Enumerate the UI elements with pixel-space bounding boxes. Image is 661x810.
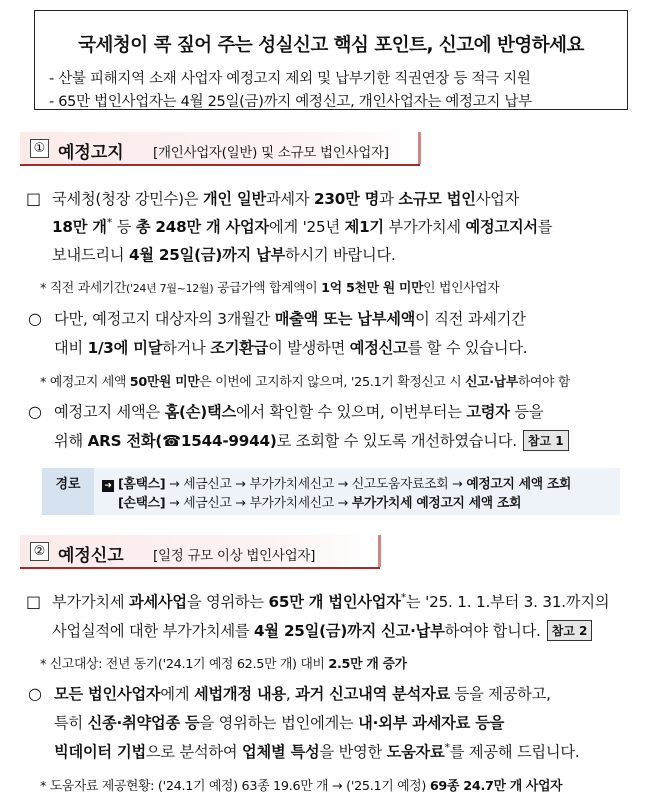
section-subtitle: [개인사업자(일반) 및 소규모 법인사업자] <box>153 145 389 161</box>
paragraph-line: 위해 ARS 전화(☎1544-9944)로 조회할 수 있도록 개선하였습니다. 참고 1 <box>54 430 569 451</box>
footnote: * 도움자료 제공현황: ('24.1기 예정) 63종 19.6만 개 → ('25.1기 예정) 69종 24.7만 개 사업자 <box>40 779 563 794</box>
footnote: * 예정고지 세액 50만원 미만은 이번에 고지하지 않으며, '25.1기 확정신고 시 신고·납부하여야 함 <box>40 375 570 390</box>
square-bullet-icon: □ <box>26 189 42 208</box>
paragraph-line: 사업실적에 대한 부가가치세를 4월 25일(금)까지 신고·납부하여야 합니다. 참고 2 <box>52 620 592 641</box>
circle-bullet-icon: ○ <box>28 402 42 421</box>
paragraph-line: 모든 법인사업자에게 세법개정 내용, 과거 신고내역 분석자료 등을 제공하고, <box>54 685 551 703</box>
path-line-hometax: ➜ [홈택스] → 세금신고 → 부가가치세신고 → 신고도움자료조회 → 예정고지 세액 조회 <box>102 473 571 492</box>
headline-bullet: - 65만 법인사업자는 4월 25일(금)까지 예정신고, 개인사업자는 예정고지 납부 <box>49 94 532 110</box>
paragraph-line: 18만 개* 등 총 248만 개 사업자에게 '25년 제1기 부가가치세 예정고지서를 <box>52 216 553 237</box>
section-number: ② <box>30 542 49 561</box>
circle-bullet-icon: ○ <box>28 684 42 703</box>
circle-bullet-icon: ○ <box>28 309 42 328</box>
paragraph-line: 빅데이터 기법으로 분석하여 업체별 특성을 반영한 도움자료*를 제공해 드립니다. <box>54 741 580 762</box>
arrow-right-box-icon: ➜ <box>102 480 114 492</box>
section-header-prepaid-notice <box>20 132 420 166</box>
section-title: 예정고지 <box>58 143 124 163</box>
paragraph-line: 부가가치세 과세사업을 영위하는 65만 개 법인사업자*는 '25. 1. 1.부터 3. 31.까지의 <box>52 591 610 612</box>
headline-box <box>34 10 628 110</box>
footnote: * 신고대상: 전년 동기('24.1기 예정 62.5만 개) 대비 2.5만 개 증가 <box>40 657 407 672</box>
footnote: * 직전 과세기간('24년 7월~12월) 공급가액 합계액이 1억 5천만 원 미만인 법인사업자 <box>40 281 500 296</box>
headline-title: 국세청이 콕 짚어 주는 성실신고 핵심 포인트, 신고에 반영하세요 <box>78 35 584 56</box>
paragraph-line: 특히 신종·취약업종 등을 영위하는 법인에게는 내·외부 과세자료 등을 <box>54 714 505 732</box>
paragraph-line: 국세청(청장 강민수)은 개인 일반과세자 230만 명과 소규모 법인사업자 <box>52 190 520 208</box>
section-subtitle: [일정 규모 이상 법인사업자] <box>153 548 316 564</box>
paragraph-line: 다만, 예정고지 대상자의 3개월간 매출액 또는 납부세액이 직전 과세기간 <box>54 310 526 328</box>
reference-badge: 참고 2 <box>547 620 593 641</box>
reference-badge: 참고 1 <box>523 430 569 451</box>
paragraph-line: 대비 1/3에 미달하거나 조기환급이 발생하면 예정신고를 할 수 있습니다. <box>54 339 528 357</box>
section-title: 예정신고 <box>58 546 124 566</box>
section-header-preliminary-return <box>20 535 380 569</box>
path-box <box>42 468 620 515</box>
path-label: 경로 <box>42 468 94 515</box>
paragraph-line: 보내드리니 4월 25일(금)까지 납부하시기 바랍니다. <box>52 246 396 264</box>
path-line-sontax: [손택스] → 세금신고 → 부가가치세신고 → 부가가치세 예정고지 세액 조회 <box>118 496 522 511</box>
square-bullet-icon: □ <box>26 592 42 611</box>
paragraph-line: 예정고지 세액은 홈(손)택스에서 확인할 수 있으며, 이번부터는 고령자 등을 <box>54 403 544 421</box>
headline-bullet: - 산불 피해지역 소재 사업자 예정고지 제외 및 납부기한 직권연장 등 적극 지원 <box>49 71 531 87</box>
section-number: ① <box>30 139 49 158</box>
